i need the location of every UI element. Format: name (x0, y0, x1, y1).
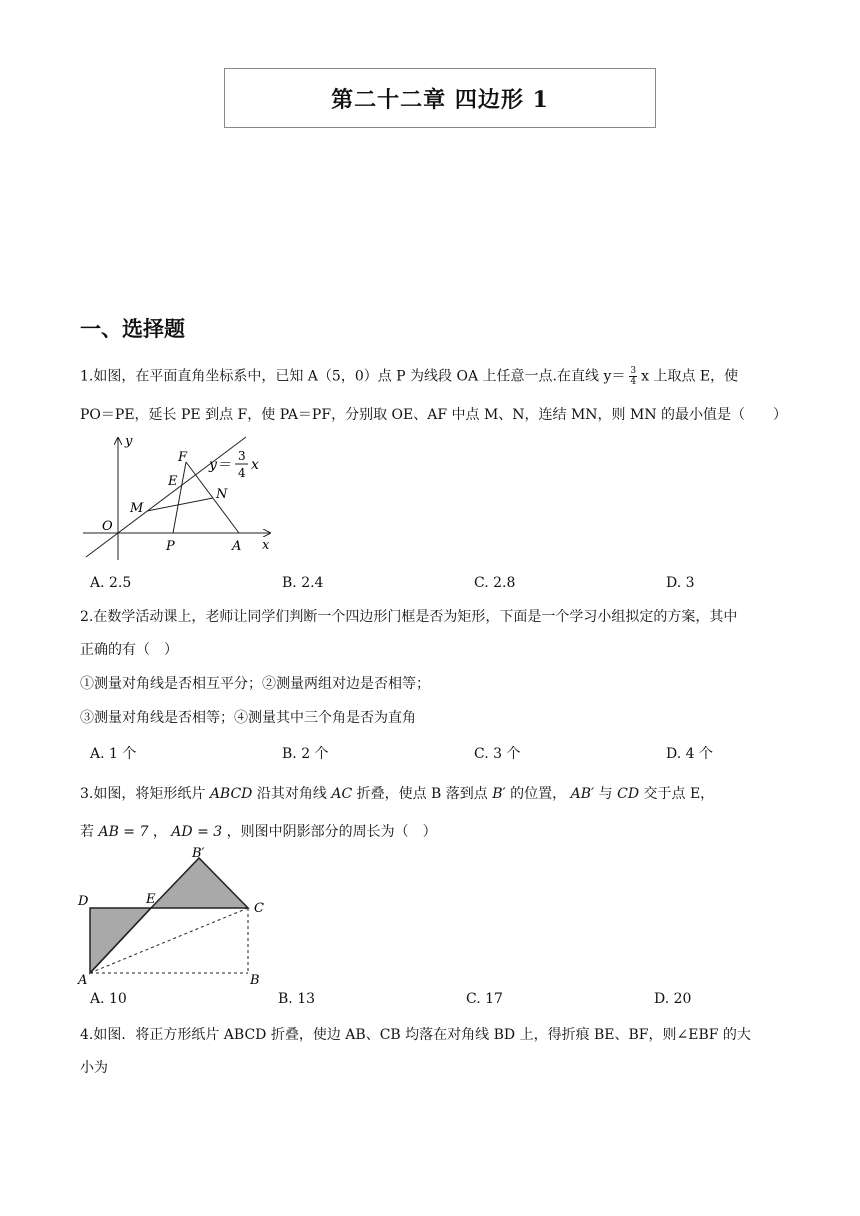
q1-text-a: 1.如图，在平面直角坐标系中，已知 A（5，0）点 P 为线段 OA 上任意一点.在直线 y＝ (80, 368, 626, 385)
q2-line3: ①测量对角线是否相互平分；②测量两组对边是否相等； (80, 676, 430, 692)
section-heading: 一、选择题 (80, 317, 185, 341)
label-p: P (166, 539, 175, 554)
q1-frac-num: 3 (630, 366, 637, 376)
line-label-den: 4 (238, 466, 246, 480)
q1-option-c[interactable]: C. 2.8 (474, 575, 516, 591)
line-label-x: x (251, 457, 259, 473)
label-o: O (102, 519, 113, 534)
page-title: 第二十二章 四边形 1 (331, 86, 549, 113)
q3-t6: 交于点 E， (639, 786, 715, 802)
q3-cd: CD (617, 786, 640, 802)
q1-option-b[interactable]: B. 2.4 (282, 575, 324, 591)
q4-line1: 4.如图．将正方形纸片 ABCD 折叠，使边 AB、CB 均落在对角线 BD 上，得折痕 BE、BF，则∠EBF 的大 (80, 1027, 751, 1043)
q3-ad-eq: AD = 3 (171, 824, 223, 840)
label-e3: E (146, 892, 156, 907)
title-box (224, 68, 656, 128)
q2-option-d[interactable]: D. 4 个 (666, 746, 713, 762)
q3-line1 (80, 784, 714, 804)
line-label-y: y＝ (209, 457, 231, 473)
label-c: C (254, 901, 264, 916)
label-x: x (262, 538, 270, 553)
q3-t1: 3.如图，将矩形纸片 (80, 786, 210, 802)
q1-option-d[interactable]: D. 3 (666, 575, 695, 591)
q3-line2 (80, 822, 437, 842)
q3-t7: 若 (80, 824, 99, 840)
q1-fraction (629, 366, 637, 387)
q1-line1 (80, 366, 738, 387)
q2-option-c[interactable]: C. 3 个 (474, 746, 521, 762)
q3-option-c[interactable]: C. 17 (466, 991, 503, 1007)
q2-line2: 正确的有（ ） (80, 642, 178, 658)
segment-pf (173, 462, 186, 533)
q2-line1: 2.在数学活动课上，老师让同学们判断一个四边形门框是否为矩形，下面是一个学习小组拟定的方案，其中 (80, 609, 738, 625)
shaded-triangle-ecb (151, 858, 248, 908)
q3-bprime: B′ (492, 786, 506, 802)
label-m: M (130, 501, 144, 516)
label-a: A (232, 539, 242, 554)
q3-t8: ， (148, 824, 172, 840)
q2-option-a[interactable]: A. 1 个 (90, 746, 137, 762)
q3-option-b[interactable]: B. 13 (278, 991, 316, 1007)
q1-line2: PO＝PE，延长 PE 到点 F，使 PA＝PF，分别取 OE、AF 中点 M、N，连结 MN，则 MN 的最小值是（ ） (80, 407, 788, 423)
q2-option-b[interactable]: B. 2 个 (282, 746, 329, 762)
q3-t3: 折叠，使点 B 落到点 (352, 786, 493, 802)
q3-t4: 的位置， (505, 786, 571, 802)
label-a3: A (78, 973, 88, 987)
q1-frac-den: 4 (630, 377, 637, 387)
q3-figure (74, 842, 274, 987)
q3-ac: AC (331, 786, 353, 802)
label-n: N (216, 487, 228, 502)
q3-option-a[interactable]: A. 10 (90, 991, 127, 1007)
q2-line4: ③测量对角线是否相等；④测量其中三个角是否为直角 (80, 710, 416, 726)
q3-abprime: AB′ (570, 786, 595, 802)
q3-t5: 与 (594, 786, 618, 802)
label-f: F (178, 450, 188, 465)
q3-abcd: ABCD (209, 786, 253, 802)
label-b: B (250, 973, 260, 987)
q3-t9: ，则图中阴影部分的周长为（ ） (222, 824, 437, 840)
q1-option-a[interactable]: A. 2.5 (90, 575, 132, 591)
q1-text-b: x 上取点 E，使 (641, 368, 739, 385)
q1-figure (78, 430, 278, 565)
line-label-num: 3 (238, 449, 246, 463)
q4-line2: 小为 (80, 1060, 108, 1076)
label-e: E (168, 474, 178, 489)
label-d: D (78, 894, 89, 909)
segment-mn (147, 498, 213, 511)
q3-ab-eq: AB = 7 (98, 824, 149, 840)
label-y: y (125, 434, 133, 449)
q3-t2: 沿其对角线 (252, 786, 332, 802)
q3-option-d[interactable]: D. 20 (654, 991, 692, 1007)
label-bprime: B′ (192, 846, 205, 861)
